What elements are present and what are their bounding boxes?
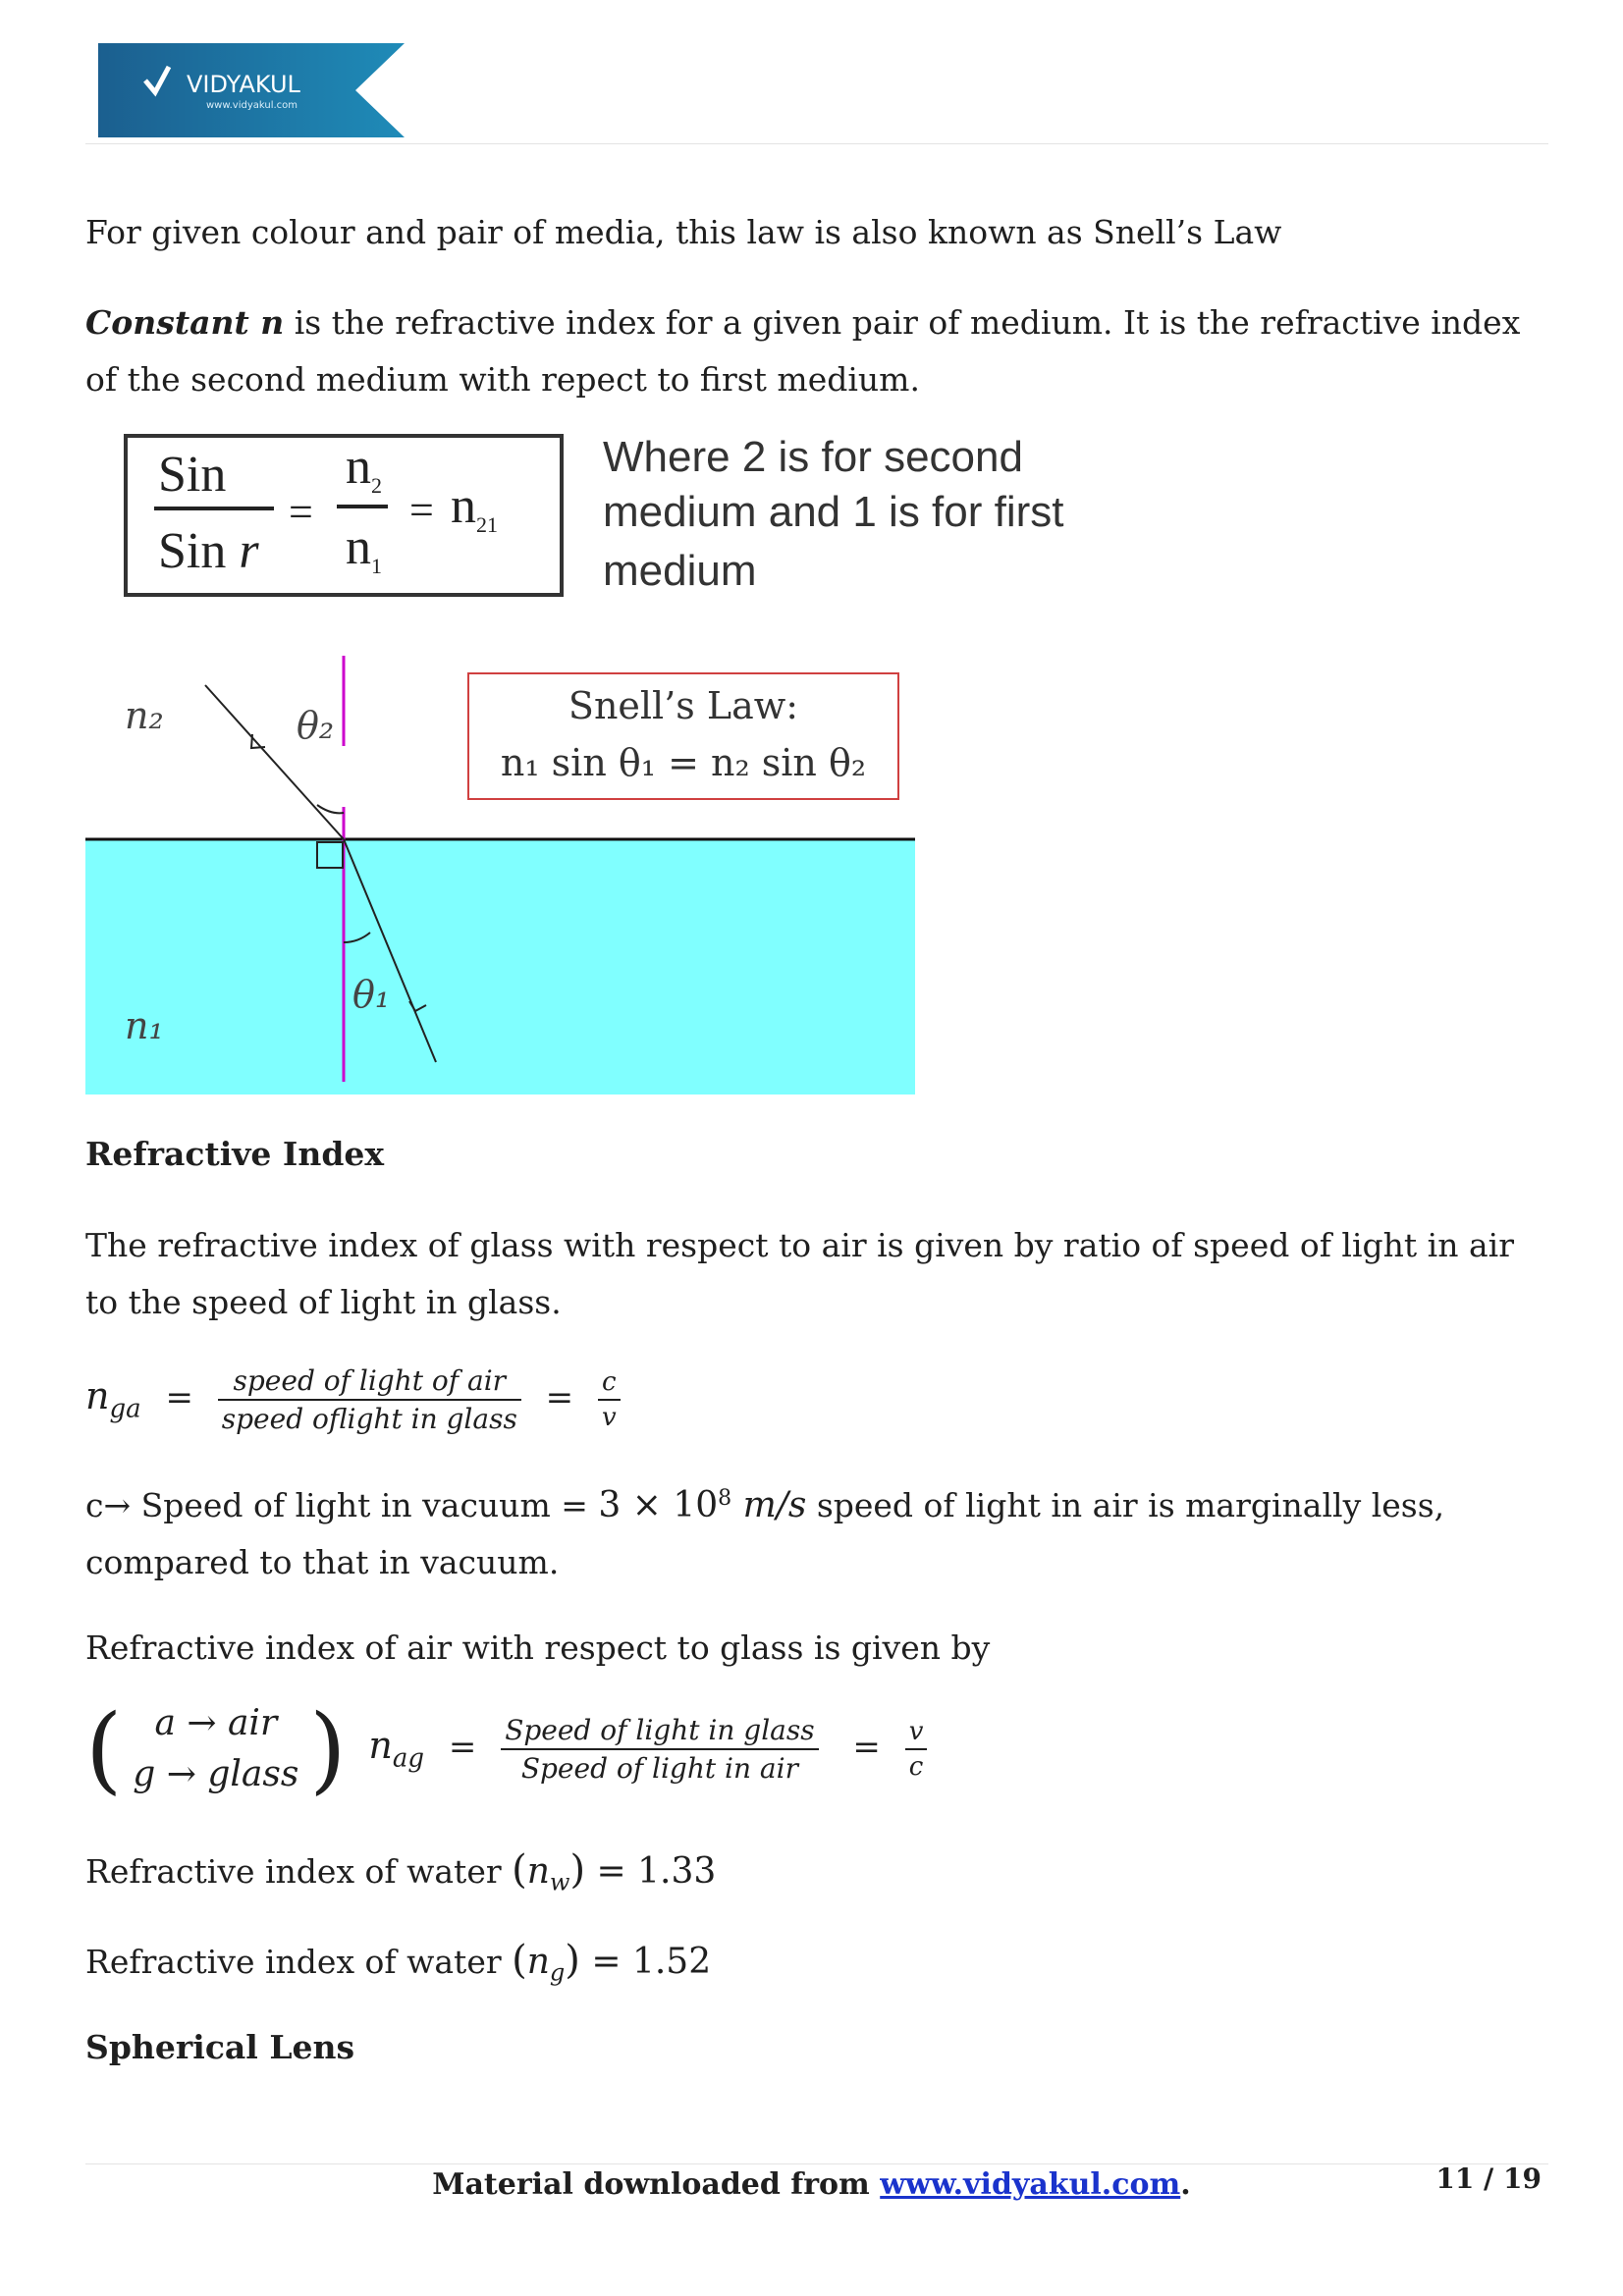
- snells-law-equation: n₁ sin θ₁ = n₂ sin θ₂: [500, 741, 867, 784]
- logo-url: www.vidyakul.com: [206, 100, 298, 111]
- formula-nag: ( a → air g → glass ) $n_{ag}$ = $\frac{\text{Speed of light in glass}}{\text{Speed of light in air}}$ = $\frac{v}{c}$: [85, 1698, 927, 1816]
- page-number: 11 / 19: [1435, 2163, 1542, 2195]
- constant-n-text: is the refractive index for a given pair of medium. It is the refractive index of the second medium with repect to first medium.: [85, 303, 1521, 399]
- paragraph-snells-law-intro: For given colour and pair of media, this law is also known as Snell’s Law: [85, 213, 1282, 251]
- where-line-1: Where 2 is for second: [603, 433, 1023, 481]
- sin-i-label: Sin: [158, 447, 227, 503]
- n2-num: n2: [346, 439, 382, 498]
- header-divider: [85, 143, 1548, 144]
- label-n2: n₂: [125, 694, 164, 737]
- vidyakul-logo: [98, 43, 405, 137]
- paragraph-water-index: Refractive index of water $(n_w) = 1.33$: [85, 1847, 717, 1896]
- paragraph-glass-index: Refractive index of water $(n_g) = 1.52$: [85, 1938, 712, 1987]
- formula-nga-fraction: $\frac{\text{speed of light of air}}{\text{speed oflight in glass}}$: [218, 1364, 521, 1435]
- svg-text:=: =: [409, 486, 434, 534]
- paragraph-refractive-glass: The refractive index of glass with respect to air is given by ratio of speed of light in air to the speed of light in glass.: [85, 1226, 1514, 1321]
- paragraph-air-wrt-glass: Refractive index of air with respect to glass is given by: [85, 1629, 991, 1667]
- sin-r-label: Sin r: [158, 523, 259, 579]
- formula-nag-fraction: $\frac{\text{Speed of light in glass}}{\text{Speed of light in air}}$: [501, 1714, 818, 1785]
- footer: Material downloaded from www.vidyakul.com.: [432, 2167, 1191, 2202]
- label-theta1: θ₁: [352, 973, 391, 1016]
- theta2-arc: [317, 805, 344, 813]
- snells-law-title: Snell’s Law:: [568, 684, 799, 727]
- logo-text: VIDYAKUL: [187, 71, 300, 98]
- n1-den: n1: [346, 519, 382, 578]
- formula-nga: $n_{ga}$ = $\frac{\text{speed of light of air}}{\text{speed oflight in glass}}$ = $\frac{c}{v}$: [85, 1364, 621, 1435]
- paragraph-constant-n: [85, 294, 1553, 408]
- formula-nga-cv: $\frac{c}{v}$: [598, 1367, 621, 1432]
- constant-n-bold: Constant n: [85, 303, 285, 342]
- paragraph-speed-of-light: c→ Speed of light in vacuum = $3 \times 10^8$ m/s speed of light in air is marginally less, compared to that in vacuum.: [85, 1485, 1445, 1581]
- heading-spherical-lens: Spherical Lens: [85, 2028, 355, 2066]
- footer-divider: [85, 2163, 1548, 2164]
- n21-label: n21: [451, 478, 498, 537]
- ray-arrow-top: [251, 734, 265, 748]
- label-theta2: θ₂: [297, 704, 335, 747]
- where-line-3: medium: [603, 547, 757, 595]
- formula-nag-vc: $\frac{v}{c}$: [905, 1717, 928, 1782]
- svg-text:=: =: [289, 488, 313, 536]
- label-n1: n₁: [125, 1004, 164, 1047]
- matrix-labels: a → air g → glass: [133, 1703, 299, 1794]
- snells-law-figure: [85, 422, 1064, 1099]
- where-line-2: medium and 1 is for first: [603, 488, 1064, 536]
- vidyakul-link[interactable]: www.vidyakul.com: [880, 2167, 1181, 2202]
- water-medium: [85, 839, 915, 1095]
- heading-refractive-index: Refractive Index: [85, 1135, 385, 1173]
